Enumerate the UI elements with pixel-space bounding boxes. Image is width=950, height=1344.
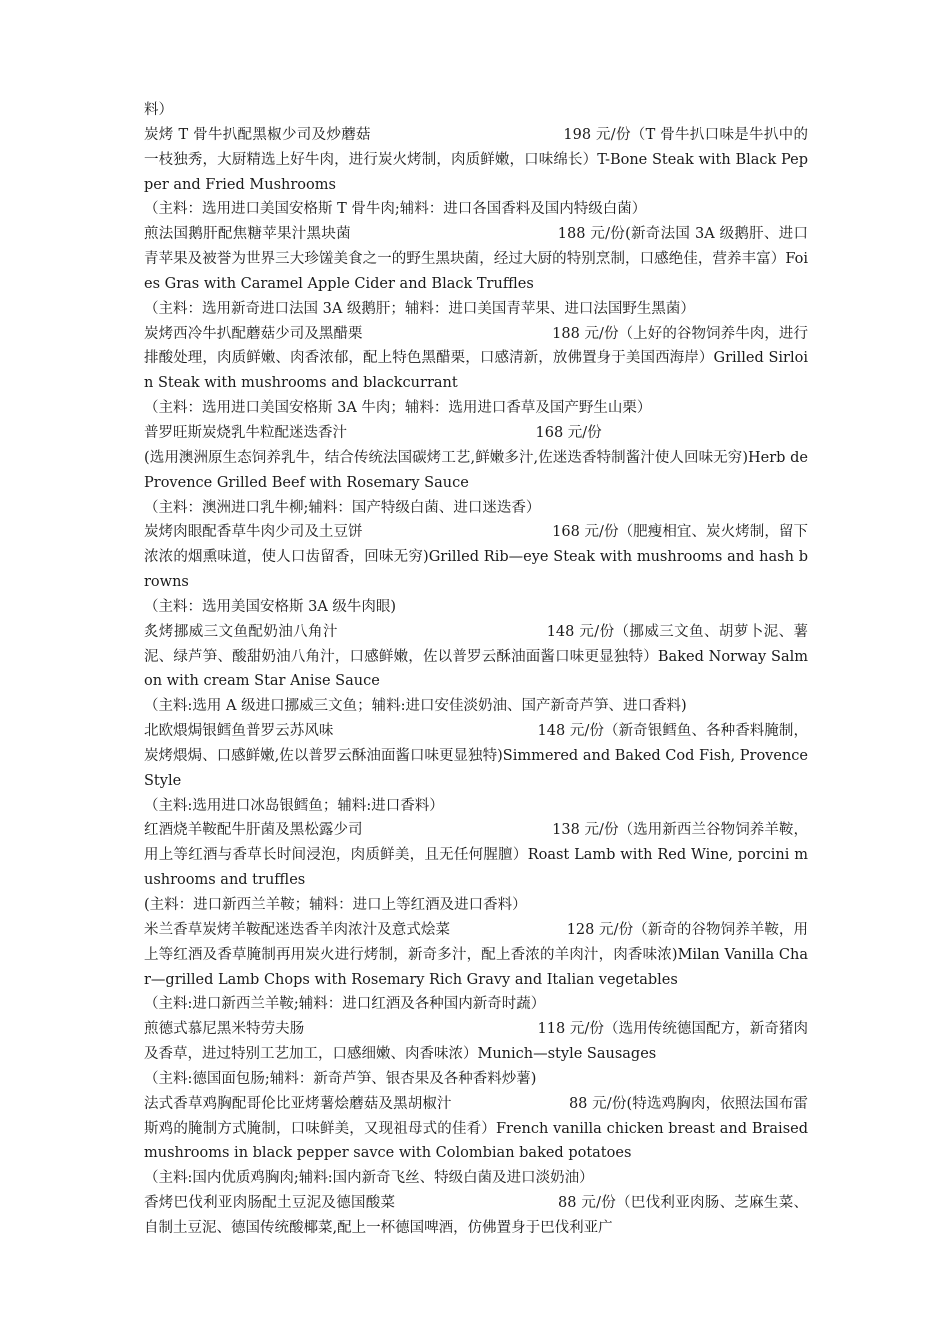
dish-provence-beef-title: 普罗旺斯炭烧乳牛粒配迷迭香汁 168 元/份 [144,424,602,441]
ingredients-rib-eye-steak: （主料：选用美国安格斯 3A 级牛肉眼) [144,598,397,615]
ingredients-norway-salmon: （主料:选用 A 级进口挪威三文鱼；辅料:进口安佳淡奶油、国产新奇芦笋、进口香料) [144,698,687,715]
dish-foie-gras: 煎法国鹅肝配焦糖苹果汁黑块菌 188 元/份(新奇法国 3A 级鹅肝、进口青苹果及被誉为世界三大珍馐美食之一的野生黑块菌，经过大厨的特别烹制，口感绝佳，营养丰富）Foies Gras with Caramel Apple Cider and Black Truffles [144,226,808,292]
ingredients-munich-sausages: （主料:德国面包肠;辅料：新奇芦笋、银杏果及各种香料炒薯) [144,1070,537,1087]
dish-provence-beef-description: (选用澳洲原生态饲养乳牛，结合传统法国碳烤工艺,鲜嫩多汁,佐迷迭香特制酱汁使人回味无穷)Herb de Provence Grilled Beef with Rosemary Sauce [144,449,808,491]
ingredients-t-bone-steak: （主料：选用进口美国安格斯 T 骨牛肉;辅料：进口各国香料及国内特级白菌） [144,201,647,218]
ingredients-sirloin-steak: （主料：选用进口美国安格斯 3A 牛肉；辅料：选用进口香草及国产野生山栗） [144,400,652,417]
dish-vanilla-chicken: 法式香草鸡胸配哥伦比亚烤薯烩蘑菇及黑胡椒汁 88 元/份(特选鸡胸肉，依照法国布雷斯鸡的腌制方式腌制，口味鲜美，又现祖母式的佳肴）French vanilla chicken breast and Braised mushrooms in black pepper savce with Colombian baked potatoes [144,1095,808,1162]
dish-munich-sausages: 煎德式慕尼黑米特劳夫肠 118 元/份（选用传统德国配方，新奇猪肉及香草，进过特别工艺加工，口感细嫩、肉香味浓）Munich—style Sausages [144,1021,808,1063]
menu-text-body [144,98,808,1241]
dish-sirloin-steak: 炭烤西冷牛扒配蘑菇少司及黑醋栗 188 元/份（上好的谷物饲养牛肉，进行排酸处理，肉质鲜嫩、肉香浓郁，配上特色黑醋栗，口感清新，放佛置身于美国西海岸）Grilled Sirloin Steak with mushrooms and blackcurrant [144,325,808,392]
dish-t-bone-steak: 炭烤 T 骨牛扒配黑椒少司及炒蘑菇 198 元/份（T 骨牛扒口味是牛扒中的一枝独秀，大厨精选上好牛肉，进行炭火烤制，肉质鲜嫩，口味绵长）T-Bone Steak with Black Pepper and Fried Mushrooms [144,126,808,193]
dish-cod-fish: 北欧煨焗银鳕鱼普罗云苏风味 148 元/份（新奇银鳕鱼、各种香料腌制，炭烤煨焗、口感鲜嫩,佐以普罗云酥油面酱口味更显独特)Simmered and Baked Cod Fish, Provence Style [144,723,808,789]
dish-milan-lamb-chops: 米兰香草炭烤羊鞍配迷迭香羊肉浓汁及意式烩菜 128 元/份（新奇的谷物饲养羊鞍，用上等红酒及香草腌制再用炭火进行烤制，新奇多汁，配上香浓的羊肉汁，肉香味浓)Milan Vanilla Char—grilled Lamb Chops with Rosemary Rich Gravy and Italian vegetables [144,921,808,988]
paragraph-continuation: 料） [144,102,173,118]
ingredients-provence-beef: （主料：澳洲进口乳牛柳;辅料：国产特级白菌、进口迷迭香） [144,499,541,516]
dish-roast-lamb: 红酒烧羊鞍配牛肝菌及黑松露少司 138 元/份（选用新西兰谷物饲养羊鞍，用上等红酒与香草长时间浸泡，肉质鲜美，且无任何腥膻）Roast Lamb with Red Wine, porcini mushrooms and truffles [144,822,808,889]
dish-rib-eye-steak: 炭烤肉眼配香草牛肉少司及土豆饼 168 元/份（肥瘦相宜、炭火烤制，留下浓浓的烟熏味道，使人口齿留香，回味无穷)Grilled Rib—eye Steak with mushrooms and hash browns [144,524,808,591]
ingredients-milan-lamb-chops: （主料:进口新西兰羊鞍;辅料：进口红酒及各种国内新奇时蔬） [144,996,546,1013]
ingredients-cod-fish: （主料:选用进口冰岛银鳕鱼；辅料:进口香料） [144,797,444,814]
ingredients-roast-lamb: (主料：进口新西兰羊鞍；辅料：进口上等红酒及进口香料） [144,897,527,913]
dish-norway-salmon: 炙烤挪威三文鱼配奶油八角汁 148 元/份（挪威三文鱼、胡萝卜泥、薯泥、绿芦笋、酸甜奶油八角汁，口感鲜嫩，佐以普罗云酥油面酱口味更显独特）Baked Norway Salmon with cream Star Anise Sauce [144,623,808,690]
ingredients-vanilla-chicken: （主料:国内优质鸡胸肉;辅料:国内新奇飞丝、特级白菌及进口淡奶油） [144,1170,594,1187]
ingredients-foie-gras: （主料：选用新奇进口法国 3A 级鹅肝；辅料：进口美国青苹果、进口法国野生黑菌） [144,300,695,317]
dish-bavarian-sausage: 香烤巴伐利亚肉肠配土豆泥及德国酸菜 88 元/份（巴伐利亚肉肠、芝麻生菜、自制土豆泥、德国传统酸椰菜,配上一杯德国啤酒，仿佛置身于巴伐利亚广 [144,1195,808,1236]
